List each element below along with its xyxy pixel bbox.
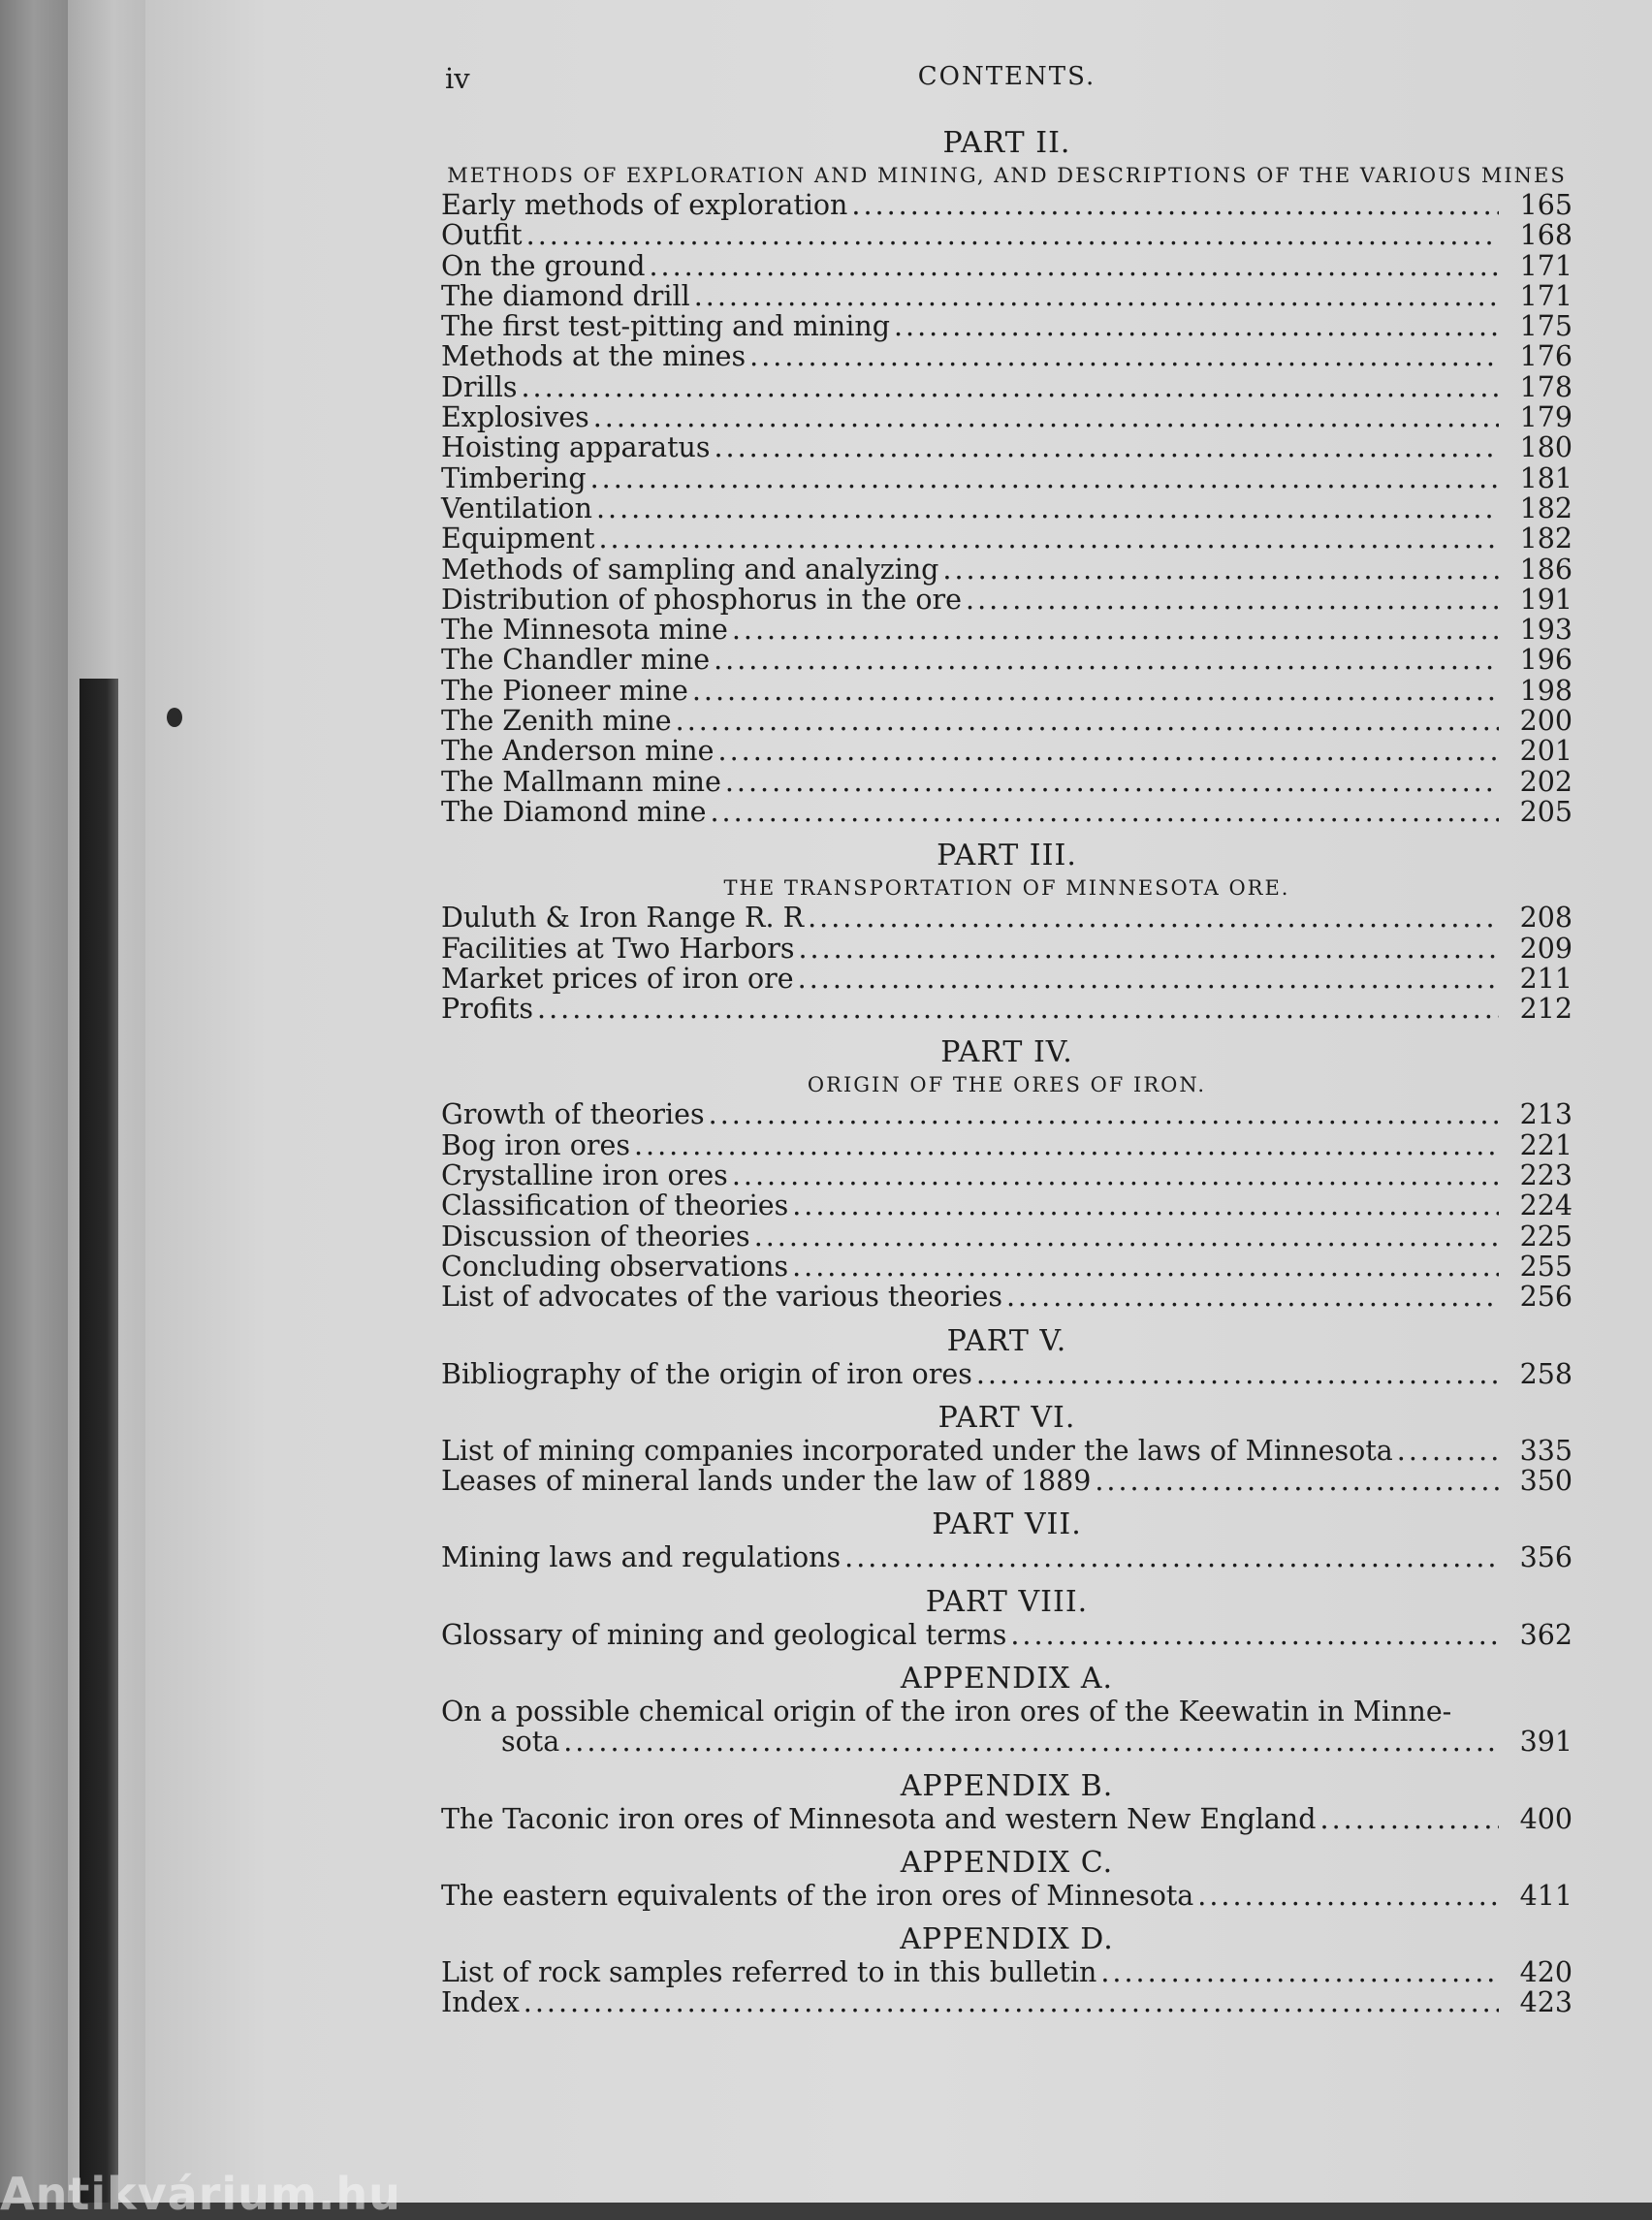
- toc-entry: [441, 1987, 1573, 2017]
- toc-entry-page: 196: [1519, 644, 1573, 677]
- toc-section: [441, 1035, 1573, 1312]
- toc-entry: [441, 341, 1573, 371]
- toc-section: [441, 1922, 1573, 2018]
- toc-entry-label: On the ground: [441, 249, 646, 282]
- toc-entry-page: 258: [1519, 1357, 1573, 1390]
- section-subtitle: THE TRANSPORTATION OF MINNESOTA ORE.: [723, 876, 1290, 901]
- dot-leader: [1095, 1466, 1499, 1496]
- toc-entry: [441, 1957, 1573, 1987]
- section-heading: PART VII.: [932, 1507, 1082, 1542]
- toc-entry: [441, 220, 1573, 250]
- dot-leader: [718, 736, 1499, 766]
- toc-entry: [441, 706, 1573, 736]
- toc-entry: [441, 1436, 1573, 1466]
- toc-entry-label: Early methods of exploration: [441, 189, 848, 221]
- toc-entry-page: 212: [1519, 993, 1573, 1026]
- toc-entry: [441, 964, 1573, 994]
- ink-speck: [167, 708, 182, 727]
- table-of-contents: [441, 126, 1573, 2018]
- toc-entry-label: The Mallmann mine: [441, 765, 721, 798]
- dot-leader: [526, 220, 1499, 250]
- toc-entry: [441, 1099, 1573, 1129]
- toc-entry: [441, 934, 1573, 964]
- toc-entry-label: Glossary of mining and geological terms: [441, 1618, 1007, 1651]
- section-heading: APPENDIX D.: [900, 1922, 1114, 1957]
- toc-entry-page: 211: [1519, 962, 1573, 995]
- dot-leader: [725, 767, 1499, 797]
- toc-section: [441, 1507, 1573, 1572]
- dot-leader: [749, 341, 1499, 371]
- toc-entry: [441, 767, 1573, 797]
- toc-entry-label: Classification of theories: [441, 1189, 789, 1222]
- toc-entry: [441, 190, 1573, 220]
- toc-section: [441, 1324, 1573, 1389]
- toc-entry-label: The diamond drill: [441, 279, 690, 312]
- toc-entry-label: The first test-pitting and mining: [441, 310, 890, 343]
- toc-entry-label: Methods of sampling and analyzing: [441, 553, 939, 586]
- toc-entry: [441, 994, 1573, 1024]
- dot-leader: [694, 281, 1499, 311]
- toc-section: [441, 126, 1573, 827]
- toc-entry-label: Index: [441, 1986, 520, 2019]
- dot-leader: [1010, 1620, 1499, 1650]
- toc-entry-page: 223: [1519, 1159, 1573, 1192]
- toc-entry-label: List of mining companies incorporated under the laws of Minnesota: [441, 1434, 1393, 1467]
- toc-entry: [441, 645, 1573, 675]
- toc-entry: [441, 1282, 1573, 1312]
- toc-entry-label: Crystalline iron ores: [441, 1159, 728, 1192]
- dot-leader: [537, 994, 1499, 1024]
- toc-entry-page: 356: [1519, 1541, 1573, 1574]
- dot-leader: [521, 372, 1499, 402]
- dot-leader: [1320, 1804, 1499, 1834]
- toc-entry: [441, 1130, 1573, 1160]
- dot-leader: [692, 676, 1499, 706]
- dot-leader: [808, 903, 1499, 933]
- toc-entry-page: 198: [1519, 674, 1573, 707]
- toc-entry-page: 202: [1519, 765, 1573, 798]
- toc-entry: [441, 797, 1573, 827]
- toc-entry-page: 255: [1519, 1250, 1573, 1283]
- section-heading: PART V.: [946, 1323, 1067, 1358]
- toc-entry-label: Growth of theories: [441, 1098, 705, 1131]
- toc-entry-label: Bibliography of the origin of iron ores: [441, 1357, 972, 1390]
- toc-entry-page: 205: [1519, 795, 1573, 828]
- dot-leader: [650, 251, 1500, 281]
- toc-entry-label: The Chandler mine: [441, 644, 711, 677]
- toc-entry-label: Facilities at Two Harbors: [441, 932, 795, 965]
- toc-entry: [441, 463, 1573, 493]
- dot-leader: [1397, 1436, 1499, 1466]
- toc-entry-label: Discussion of theories: [441, 1220, 750, 1253]
- toc-entry-label: Leases of mineral lands under the law of 1889: [441, 1465, 1092, 1498]
- section-heading: PART III.: [937, 839, 1077, 873]
- toc-entry-page: 168: [1519, 219, 1573, 252]
- toc-entry-label: Distribution of phosphorus in the ore: [441, 583, 963, 616]
- dot-leader: [894, 311, 1499, 341]
- toc-entry: [441, 1881, 1573, 1911]
- dot-leader: [732, 615, 1499, 645]
- toc-entry-page: 225: [1519, 1220, 1573, 1253]
- toc-entry-label: Hoisting apparatus: [441, 431, 711, 464]
- dot-leader: [563, 1727, 1499, 1757]
- toc-entry: [441, 1804, 1573, 1834]
- contents-page: [441, 58, 1573, 2018]
- toc-entry-page: 350: [1519, 1465, 1573, 1498]
- dot-leader: [714, 645, 1499, 675]
- toc-entry: [441, 311, 1573, 341]
- section-heading: APPENDIX B.: [900, 1768, 1114, 1803]
- toc-entry-label: The Diamond mine: [441, 795, 707, 828]
- toc-entry-label: The Minnesota mine: [441, 614, 728, 647]
- toc-entry: [441, 281, 1573, 311]
- dot-leader: [844, 1542, 1499, 1572]
- toc-entry-page: 391: [1519, 1726, 1573, 1759]
- toc-section: [441, 1585, 1573, 1650]
- toc-entry: [441, 1160, 1573, 1190]
- dot-leader: [709, 1099, 1499, 1129]
- section-heading: PART IV.: [940, 1035, 1073, 1070]
- toc-entry-page: 256: [1519, 1281, 1573, 1314]
- toc-entry-page: 180: [1519, 431, 1573, 464]
- dot-leader: [799, 934, 1500, 964]
- dot-leader: [851, 190, 1499, 220]
- toc-entry-page: 186: [1519, 553, 1573, 586]
- toc-section: [441, 1662, 1573, 1758]
- toc-entry-page: 335: [1519, 1434, 1573, 1467]
- toc-entry: [441, 736, 1573, 766]
- section-subtitle: ORIGIN OF THE ORES OF IRON.: [807, 1073, 1207, 1097]
- dot-leader: [676, 706, 1499, 736]
- section-subtitle: METHODS OF EXPLORATION AND MINING, AND DESCRIPTIONS OF THE VARIOUS MINES: [447, 164, 1567, 187]
- toc-entry-page: 182: [1519, 523, 1573, 555]
- dot-leader: [732, 1160, 1499, 1190]
- toc-entry: [441, 402, 1573, 432]
- toc-entry-label: Profits: [441, 993, 534, 1026]
- toc-entry-page: 182: [1519, 492, 1573, 524]
- toc-entry-page: 178: [1519, 370, 1573, 403]
- toc-entry-label: Methods at the mines: [441, 340, 747, 373]
- dot-leader: [634, 1130, 1499, 1160]
- toc-entry: [441, 555, 1573, 585]
- toc-entry-label: The Taconic iron ores of Minnesota and western New England: [441, 1802, 1317, 1835]
- toc-entry: [441, 251, 1573, 281]
- dot-leader: [598, 523, 1499, 554]
- page-header: [441, 58, 1573, 114]
- toc-entry-page: 221: [1519, 1128, 1573, 1161]
- toc-entry-label: Drills: [441, 370, 518, 403]
- toc-entry: [441, 615, 1573, 645]
- toc-entry-page: 420: [1519, 1956, 1573, 1989]
- running-title: CONTENTS.: [917, 62, 1096, 91]
- toc-entry: [441, 1190, 1573, 1221]
- dot-leader: [976, 1359, 1499, 1389]
- section-heading: APPENDIX A.: [900, 1661, 1114, 1696]
- toc-entry-continuation: sota: [501, 1726, 560, 1759]
- toc-entry-label: Market prices of iron ore: [441, 962, 794, 995]
- toc-entry-page: 201: [1519, 735, 1573, 768]
- toc-entry-page: 176: [1519, 340, 1573, 373]
- dot-leader: [593, 402, 1499, 432]
- toc-section: [441, 1846, 1573, 1911]
- toc-entry-label: Bog iron ores: [441, 1128, 630, 1161]
- toc-entry-page: 171: [1519, 279, 1573, 312]
- dot-leader: [1006, 1282, 1499, 1312]
- toc-entry: [441, 523, 1573, 554]
- toc-entry-label: Duluth & Iron Range R. R: [441, 902, 805, 935]
- toc-section: [441, 1769, 1573, 1834]
- dot-leader: [590, 463, 1499, 493]
- dot-leader: [792, 1252, 1499, 1282]
- dot-leader: [966, 585, 1499, 615]
- toc-section: [441, 1401, 1573, 1497]
- toc-entry: [441, 372, 1573, 402]
- dot-leader: [754, 1221, 1499, 1252]
- toc-entry-label: Ventilation: [441, 492, 592, 524]
- toc-entry-label: The eastern equivalents of the iron ores of Minnesota: [441, 1879, 1194, 1912]
- dot-leader: [710, 797, 1499, 827]
- toc-entry: [441, 1542, 1573, 1572]
- toc-entry-page: 181: [1519, 461, 1573, 494]
- page-number: iv: [445, 62, 470, 95]
- toc-entry: [441, 585, 1573, 615]
- toc-entry-page: 209: [1519, 932, 1573, 965]
- toc-entry-label: Timbering: [441, 461, 587, 494]
- watermark: Antikvárium.hu: [0, 2168, 401, 2220]
- toc-entry-page: 208: [1519, 902, 1573, 935]
- section-heading: APPENDIX C.: [900, 1845, 1114, 1880]
- toc-entry-label: Mining laws and regulations: [441, 1541, 842, 1574]
- toc-entry-label: List of advocates of the various theories: [441, 1281, 1002, 1314]
- toc-entry-page: 213: [1519, 1098, 1573, 1131]
- dot-leader: [715, 432, 1500, 462]
- toc-entry-label: Explosives: [441, 401, 589, 434]
- toc-section: [441, 839, 1573, 1024]
- toc-entry-page: 175: [1519, 310, 1573, 343]
- toc-entry: [441, 903, 1573, 933]
- toc-entry: [441, 1221, 1573, 1252]
- toc-entry: [441, 493, 1573, 523]
- toc-entry-page: 191: [1519, 583, 1573, 616]
- toc-entry-page: 423: [1519, 1986, 1573, 2019]
- toc-entry-page: 193: [1519, 614, 1573, 647]
- toc-entry: [441, 676, 1573, 706]
- toc-entry-label: The Anderson mine: [441, 735, 715, 768]
- toc-entry-label: On a possible chemical origin of the iron ores of the Keewatin in Minne-: [441, 1695, 1452, 1728]
- toc-entry-page: 165: [1519, 189, 1573, 221]
- toc-entry: [441, 1466, 1573, 1496]
- toc-entry-page: 171: [1519, 249, 1573, 282]
- dot-leader: [596, 493, 1499, 523]
- dot-leader: [524, 1987, 1499, 2017]
- toc-entry: [441, 1727, 1573, 1757]
- section-heading: PART II.: [942, 126, 1071, 160]
- toc-entry-page: 362: [1519, 1618, 1573, 1651]
- toc-entry-label: The Zenith mine: [441, 705, 672, 738]
- toc-entry-page: 200: [1519, 705, 1573, 738]
- toc-entry-label: List of rock samples referred to in this bulletin: [441, 1956, 1097, 1989]
- dot-leader: [798, 964, 1499, 994]
- toc-entry: [441, 1252, 1573, 1282]
- section-heading: PART VIII.: [925, 1584, 1089, 1619]
- toc-entry-page: 400: [1519, 1802, 1573, 1835]
- dot-leader: [1100, 1957, 1499, 1987]
- toc-entry-label: Concluding observations: [441, 1250, 789, 1283]
- toc-entry: [441, 432, 1573, 462]
- toc-entry: [441, 1620, 1573, 1650]
- toc-entry-page: 224: [1519, 1189, 1573, 1222]
- dot-leader: [942, 555, 1499, 585]
- toc-entry-page: 179: [1519, 401, 1573, 434]
- toc-entry: [441, 1359, 1573, 1389]
- toc-entry-label: Equipment: [441, 523, 595, 555]
- dot-leader: [792, 1190, 1499, 1221]
- toc-entry-page: 411: [1519, 1879, 1573, 1912]
- toc-entry-label: The Pioneer mine: [441, 674, 688, 707]
- toc-entry-label: Outfit: [441, 219, 523, 252]
- section-heading: PART VI.: [937, 1400, 1076, 1435]
- binding-shadow: [79, 679, 118, 2203]
- dot-leader: [1197, 1881, 1499, 1911]
